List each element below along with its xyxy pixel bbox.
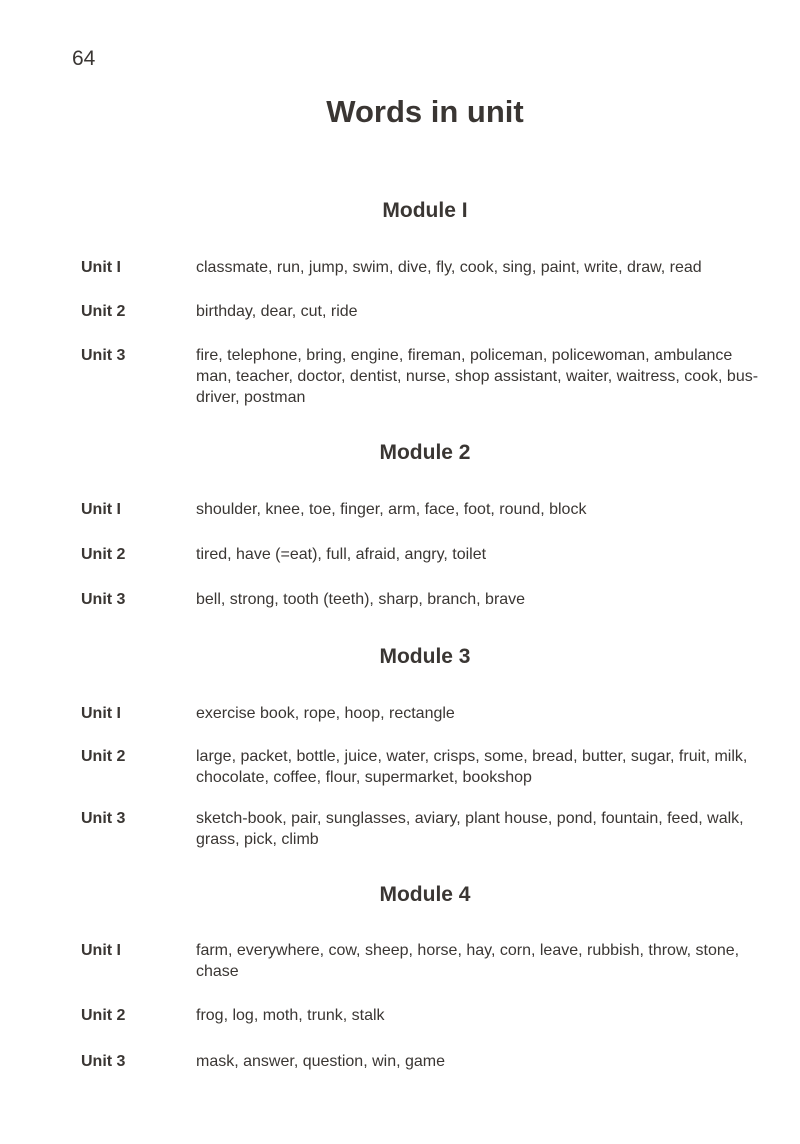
unit-words: mask, answer, question, win, game bbox=[196, 1053, 446, 1070]
unit-label: Unit I bbox=[81, 705, 121, 722]
module-heading: Module I bbox=[382, 199, 468, 222]
unit-words: farm, everywhere, cow, sheep, horse, hay, corn, leave, rubbish, throw, stone, chase bbox=[196, 942, 740, 980]
unit-words: fire, telephone, bring, engine, fireman, policeman, policewoman, ambulance man, teacher, doctor, dentist, nurse, shop assistant, waiter, waitress, cook, bus-driver, postman bbox=[196, 347, 759, 406]
unit-row bbox=[81, 746, 781, 788]
unit-words: tired, have (=eat), full, afraid, angry, toilet bbox=[196, 546, 487, 563]
module-heading: Module 4 bbox=[379, 883, 471, 906]
module-heading: Module 2 bbox=[379, 441, 471, 464]
unit-words: shoulder, knee, toe, finger, arm, face, foot, round, block bbox=[196, 501, 587, 518]
unit-row bbox=[81, 301, 781, 322]
unit-label: Unit I bbox=[81, 501, 121, 518]
unit-words: exercise book, rope, hoop, rectangle bbox=[196, 705, 455, 722]
unit-row bbox=[81, 940, 781, 982]
unit-label: Unit 2 bbox=[81, 748, 126, 765]
unit-row bbox=[81, 257, 781, 278]
page-title: Words in unit bbox=[326, 94, 524, 129]
unit-row bbox=[81, 808, 781, 850]
unit-label: Unit 3 bbox=[81, 347, 126, 364]
unit-words: frog, log, moth, trunk, stalk bbox=[196, 1007, 385, 1024]
unit-row bbox=[81, 345, 781, 408]
unit-row bbox=[81, 1005, 781, 1026]
unit-words: bell, strong, tooth (teeth), sharp, branch, brave bbox=[196, 591, 526, 608]
unit-row bbox=[81, 544, 781, 565]
page-number: 64 bbox=[72, 47, 96, 70]
unit-words: birthday, dear, cut, ride bbox=[196, 303, 358, 320]
module-heading: Module 3 bbox=[379, 645, 471, 668]
unit-words: sketch-book, pair, sunglasses, aviary, plant house, pond, fountain, feed, walk, grass, pick, climb bbox=[196, 810, 744, 848]
unit-words: large, packet, bottle, juice, water, crisps, some, bread, butter, sugar, fruit, milk, chocolate, coffee, flour, supermarket, bookshop bbox=[196, 748, 748, 786]
unit-words: classmate, run, jump, swim, dive, fly, cook, sing, paint, write, draw, read bbox=[196, 259, 702, 276]
unit-label: Unit 2 bbox=[81, 546, 126, 563]
unit-row bbox=[81, 1051, 781, 1072]
unit-row bbox=[81, 589, 781, 610]
unit-label: Unit 3 bbox=[81, 591, 126, 608]
unit-label: Unit 2 bbox=[81, 1007, 126, 1024]
unit-label: Unit 2 bbox=[81, 303, 126, 320]
unit-label: Unit 3 bbox=[81, 1053, 126, 1070]
unit-label: Unit 3 bbox=[81, 810, 126, 827]
unit-row bbox=[81, 703, 781, 724]
unit-row bbox=[81, 499, 781, 520]
unit-label: Unit I bbox=[81, 259, 121, 276]
unit-label: Unit I bbox=[81, 942, 121, 959]
